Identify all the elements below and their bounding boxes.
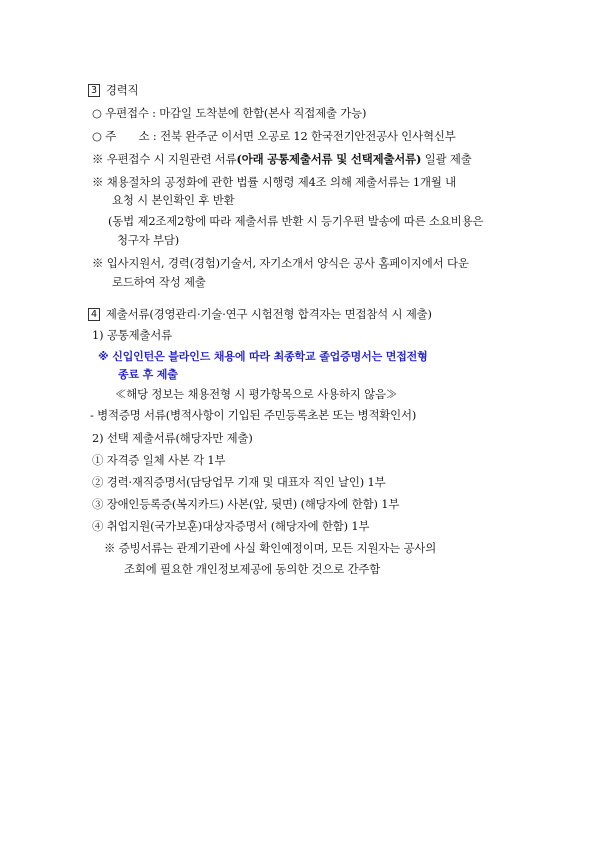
final-note-line1: ※ 증빙서류는 관계기관에 사실 확인예정이며, 모든 지원자는 공사의	[104, 541, 437, 555]
optional-documents-title: 2) 선택 제출서류(해당자만 제출)	[92, 431, 253, 445]
note-forms-line2: 로드하여 작성 제출	[112, 275, 206, 289]
common-documents-title: 1) 공통제출서류	[92, 328, 172, 342]
note-mail-documents: ※ 우편접수 시 지원관련 서류(아래 공통제출서류 및 선택제출서류) 일괄 제출	[92, 152, 472, 166]
note-bold-text: (아래 공통제출서류 및 선택제출서류)	[236, 152, 422, 166]
optional-item-4: ④ 취업지원(국가보훈)대상자증명서 (해당자에 한함) 1부	[92, 519, 370, 533]
blind-hiring-note-line1: ※ 신입인턴은 블라인드 채용에 따라 최종학교 졸업증명서는 면접전형	[98, 350, 428, 363]
section-number-box: 3	[88, 84, 100, 97]
section4-heading	[88, 306, 432, 322]
note-return-line4: 청구자 부담)	[117, 233, 180, 247]
note-return-line3: (동법 제2조제2항에 따라 제출서류 반환 시 등기우편 발송에 따른 소요비용은	[108, 214, 484, 228]
note-forms-line1: ※ 입사지원서, 경력(경험)기술서, 자기소개서 양식은 공사 홈페이지에서 다운	[92, 256, 469, 270]
final-note-line2: 조회에 필요한 개인정보제공에 동의한 것으로 간주함	[124, 562, 381, 576]
mail-receipt-item: ○ 우편접수 : 마감일 도착분에 한함(본사 직접제출 가능)	[92, 106, 367, 120]
address-item: ○ 주 소 : 전북 완주군 이서면 오공로 12 한국전기안전공사 인사혁신부	[92, 129, 456, 143]
optional-item-3: ③ 장애인등록증(복지카드) 사본(앞, 뒷면) (해당자에 한함) 1부	[92, 497, 400, 511]
optional-item-2: ② 경력·재직증명서(담당업무 기재 및 대표자 직인 날인) 1부	[92, 475, 386, 489]
note-return-line1: ※ 채용절차의 공정화에 관한 법률 시행령 제4조 의해 제출서류는 1개월 내	[92, 175, 457, 189]
section4-title: 제출서류(경영관리·기술·연구 시험전형 합격자는 면접참석 시 제출)	[105, 307, 432, 321]
blind-hiring-note-line2: 종료 후 제출	[118, 368, 178, 381]
note-return-line2: 요청 시 본인확인 후 반환	[112, 193, 235, 207]
evaluation-info-note: ≪해당 정보는 채용전형 시 평가항목으로 사용하지 않음≫	[115, 387, 398, 401]
section3-heading	[88, 82, 138, 98]
section3-title: 경력직	[105, 83, 139, 97]
section-number-box: 4	[88, 308, 100, 321]
optional-item-1: ① 자격증 일체 사본 각 1부	[92, 453, 226, 467]
military-document-item: - 병적증명 서류(병적사항이 기입된 주민등록초본 또는 병적확인서)	[90, 408, 417, 422]
